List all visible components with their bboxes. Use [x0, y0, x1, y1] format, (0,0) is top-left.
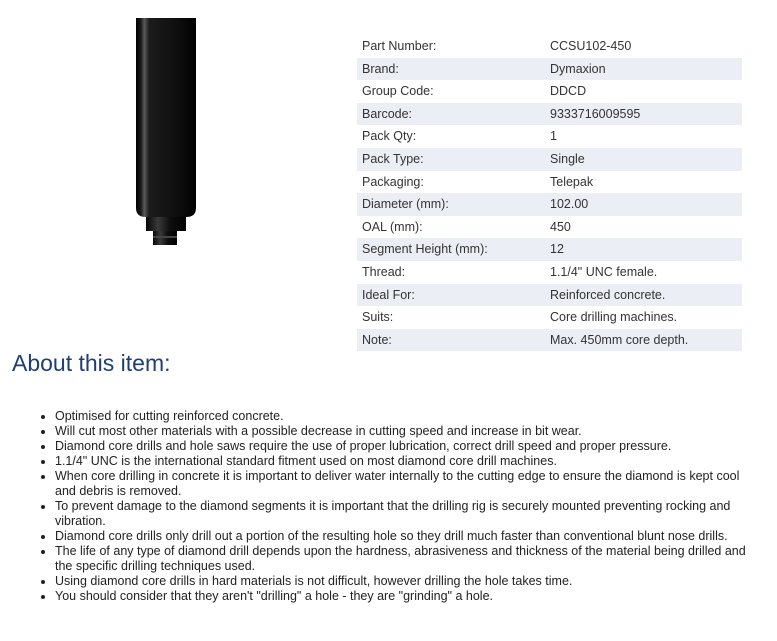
spec-value: Core drilling machines. [550, 310, 678, 325]
list-item: • Diamond core drills only drill out a portion of the resulting hole so they drill much faster than conventional blunt nose drills. [55, 529, 755, 544]
spec-row [357, 329, 742, 352]
list-item: • 1.1/4" UNC is the international standard fitment used on most diamond core drill machines. [55, 454, 755, 469]
spec-row [357, 125, 742, 148]
spec-row [357, 306, 742, 329]
product-image-core-drill [125, 18, 205, 246]
drill-barrel [136, 18, 196, 191]
spec-label: Ideal For: [357, 284, 545, 307]
list-item: • Diamond core drills and hole saws require the use of proper lubrication, correct drill speed and proper pressure. [55, 439, 755, 454]
drill-collar [146, 217, 186, 231]
spec-label: Suits: [362, 310, 394, 325]
drill-cap [136, 191, 196, 217]
list-item: • Using diamond core drills in hard materials is not difficult, however drilling the hole takes time. [55, 574, 755, 589]
spec-row [357, 238, 742, 261]
list-item: • You should consider that they aren't "drilling" a hole - they are "grinding" a hole. [55, 589, 755, 604]
spec-row [357, 35, 742, 58]
spec-value: 1.1/4" UNC female. [550, 264, 658, 279]
spec-row [357, 171, 742, 194]
spec-row [357, 193, 742, 216]
spec-value: Single [545, 148, 742, 171]
spec-label: Thread: [362, 264, 406, 279]
spec-row [357, 261, 742, 284]
spec-value: Dymaxion [545, 58, 742, 81]
spec-row [357, 80, 742, 103]
spec-row [357, 284, 742, 307]
spec-label: Brand: [357, 58, 545, 81]
spec-value: CCSU102-450 [550, 39, 632, 54]
spec-value: 9333716009595 [545, 103, 742, 126]
spec-row [357, 216, 742, 239]
list-item: • When core drilling in concrete it is important to deliver water internally to the cutting edge to ensure the diamond is kept cool and debris is removed. [55, 469, 755, 499]
spec-value: 450 [550, 219, 571, 234]
about-heading: About this item: [12, 350, 171, 376]
spec-label: Segment Height (mm): [357, 238, 545, 261]
spec-value: DDCD [550, 84, 587, 99]
spec-label: Group Code: [362, 84, 434, 99]
spec-label: Note: [357, 329, 545, 352]
spec-value: Telepak [550, 174, 594, 189]
about-bullet-list [33, 409, 755, 604]
list-item: • Optimised for cutting reinforced concrete. [55, 409, 755, 424]
spec-label: OAL (mm): [362, 219, 423, 234]
spec-value: 1 [550, 129, 557, 144]
spec-value: Reinforced concrete. [545, 284, 742, 307]
spec-label: Pack Qty: [362, 129, 417, 144]
list-item: • Will cut most other materials with a possible decrease in cutting speed and increase in bit wear. [55, 424, 755, 439]
list-item: • The life of any type of diamond drill depends upon the hardness, abrasiveness and thickness of the material being drilled and the specific drilling techniques used. [55, 544, 755, 574]
drill-thread-groove [153, 236, 177, 238]
list-item: • To prevent damage to the diamond segments it is important that the drilling rig is securely mounted preventing rocking and vibration. [55, 499, 755, 529]
spec-value: Max. 450mm core depth. [545, 329, 742, 352]
spec-label: Part Number: [362, 39, 437, 54]
spec-value: 102.00 [545, 193, 742, 216]
spec-value: 12 [545, 238, 742, 261]
spec-label: Packaging: [362, 174, 424, 189]
spec-table [357, 35, 742, 351]
spec-row [357, 103, 742, 126]
spec-label: Pack Type: [357, 148, 545, 171]
spec-label: Barcode: [357, 103, 545, 126]
spec-row [357, 58, 742, 81]
spec-row [357, 148, 742, 171]
spec-label: Diameter (mm): [357, 193, 545, 216]
